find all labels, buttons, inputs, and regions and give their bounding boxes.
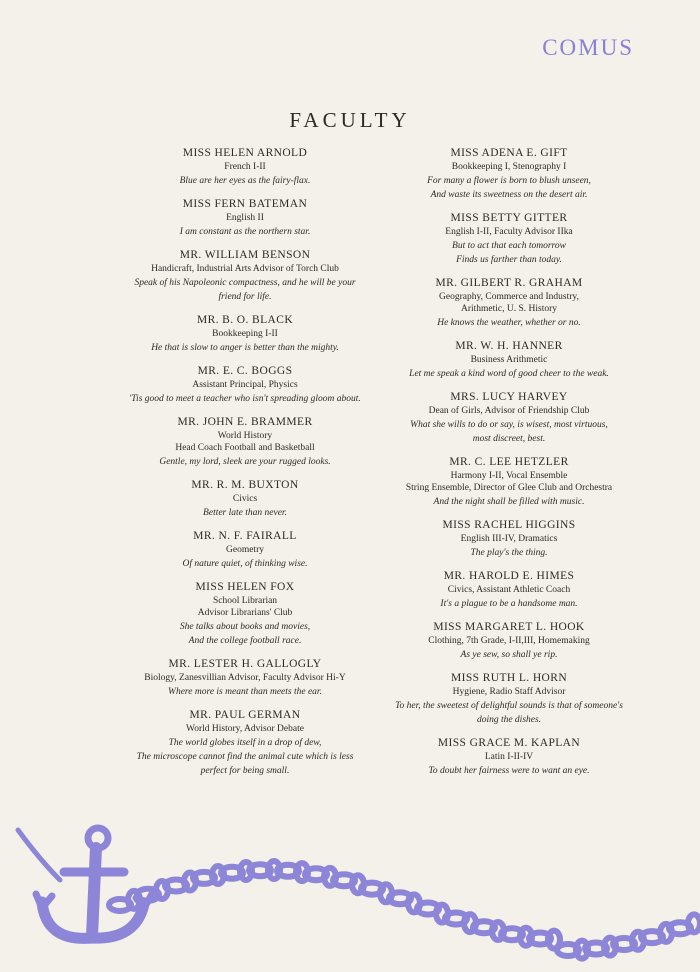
faculty-subjects: School Librarian bbox=[212, 596, 278, 606]
faculty-name: MR. E. C. BOGGS bbox=[197, 365, 293, 377]
faculty-entry bbox=[374, 211, 644, 266]
faculty-name: MR. HAROLD E. HIMES bbox=[443, 570, 575, 582]
faculty-quote: I am constant as the northern star. bbox=[179, 227, 311, 237]
faculty-entry bbox=[70, 529, 420, 570]
faculty-quote: But to act that each tomorrow bbox=[452, 241, 566, 251]
page-title: FACULTY bbox=[289, 108, 411, 132]
page-header: COMUS bbox=[542, 35, 634, 60]
faculty-entry bbox=[70, 415, 420, 468]
faculty-name: MISS FERN BATEMAN bbox=[182, 198, 308, 210]
faculty-name: MISS GRACE M. KAPLAN bbox=[437, 737, 581, 749]
faculty-subjects: Arithmetic, U. S. History bbox=[460, 304, 558, 314]
faculty-quote: The microscope cannot find the animal cute which is less bbox=[136, 752, 354, 762]
faculty-name: MR. WILLIAM BENSON bbox=[179, 249, 311, 261]
faculty-entry bbox=[374, 620, 644, 661]
faculty-entry bbox=[70, 657, 420, 698]
faculty-subjects: Dean of Girls, Advisor of Friendship Club bbox=[428, 406, 590, 416]
faculty-entry bbox=[70, 146, 420, 187]
faculty-quote: Better late than never. bbox=[203, 508, 287, 518]
faculty-entry bbox=[70, 313, 420, 354]
faculty-name: MR. N. F. FAIRALL bbox=[193, 530, 297, 542]
faculty-entry bbox=[374, 736, 644, 777]
faculty-subjects: Bookkeeping I-II bbox=[212, 329, 278, 339]
faculty-entry bbox=[374, 455, 644, 508]
faculty-name: MR. JOHN E. BRAMMER bbox=[177, 416, 313, 428]
faculty-quote: Speak of his Napoleonic compactness, and he will be your bbox=[134, 278, 356, 288]
faculty-quote: He knows the weather, whether or no. bbox=[437, 318, 581, 328]
faculty-name: MR. W. H. HANNER bbox=[455, 340, 563, 352]
faculty-name: MISS ADENA E. GIFT bbox=[450, 147, 568, 159]
faculty-subjects: English I-II, Faculty Advisor IIka bbox=[445, 227, 573, 237]
faculty-entry bbox=[374, 569, 644, 610]
faculty-subjects: Business Arithmetic bbox=[470, 355, 548, 365]
faculty-quote: He that is slow to anger is better than the mighty. bbox=[151, 343, 339, 353]
faculty-quote: To doubt her fairness were to want an eye. bbox=[428, 766, 590, 776]
faculty-quote: And waste its sweetness on the desert air. bbox=[430, 190, 588, 200]
faculty-entry bbox=[374, 671, 644, 726]
chain-ornament bbox=[109, 861, 700, 959]
faculty-subjects: Harmony I-II, Vocal Ensemble bbox=[450, 471, 568, 481]
anchor-chain-ornament bbox=[0, 810, 700, 970]
faculty-quote: most discreet, best. bbox=[472, 434, 546, 444]
faculty-name: MR. B. O. BLACK bbox=[196, 314, 294, 326]
faculty-entry bbox=[70, 708, 420, 777]
faculty-entry bbox=[70, 580, 420, 647]
faculty-name: MR. GILBERT R. GRAHAM bbox=[435, 277, 583, 289]
faculty-subjects: World History, Advisor Debate bbox=[186, 724, 304, 734]
faculty-name: MISS HELEN FOX bbox=[195, 581, 295, 593]
faculty-quote: Let me speak a kind word of good cheer to the weak. bbox=[409, 369, 609, 379]
anchor-icon bbox=[18, 828, 152, 938]
faculty-subjects: French I-II bbox=[224, 162, 266, 172]
faculty-quote: perfect for being small. bbox=[200, 766, 290, 776]
chain-link bbox=[688, 914, 700, 932]
faculty-column-right bbox=[374, 146, 644, 787]
faculty-subjects: English II bbox=[226, 213, 264, 223]
faculty-subjects: Advisor Librarians' Club bbox=[197, 608, 293, 618]
faculty-entry bbox=[374, 390, 644, 445]
faculty-subjects: Biology, Zanesvillian Advisor, Faculty Advisor Hi-Y bbox=[144, 673, 346, 683]
faculty-entry bbox=[70, 248, 420, 303]
faculty-quote: 'Tis good to meet a teacher who isn't spreading gloom about. bbox=[129, 394, 361, 404]
faculty-subjects: Civics bbox=[232, 494, 258, 504]
faculty-quote: For many a flower is born to blush unseen, bbox=[427, 176, 591, 186]
faculty-quote: Where more is meant than meets the ear. bbox=[168, 687, 322, 697]
faculty-entry bbox=[374, 146, 644, 201]
faculty-quote: Of nature quiet, of thinking wise. bbox=[182, 559, 308, 569]
faculty-subjects: Geography, Commerce and Industry, bbox=[439, 292, 579, 302]
faculty-name: MR. C. LEE HETZLER bbox=[449, 456, 569, 468]
faculty-subjects: Geometry bbox=[226, 545, 264, 555]
faculty-quote: The world globes itself in a drop of dew, bbox=[168, 738, 322, 748]
faculty-quote: Blue are her eyes as the fairy-flax. bbox=[179, 176, 311, 186]
faculty-quote: It's a plague to be a handsome man. bbox=[440, 599, 578, 609]
faculty-subjects: Latin I-II-IV bbox=[484, 752, 534, 762]
faculty-name: MISS RUTH L. HORN bbox=[450, 672, 568, 684]
faculty-entry bbox=[374, 276, 644, 329]
faculty-quote: She talks about books and movies, bbox=[179, 622, 311, 632]
faculty-quote: friend for life. bbox=[218, 292, 272, 302]
faculty-column-left bbox=[70, 146, 420, 787]
faculty-subjects: Civics, Assistant Athletic Coach bbox=[447, 585, 571, 595]
faculty-name: MISS BETTY GITTER bbox=[450, 212, 568, 224]
faculty-entry bbox=[374, 339, 644, 380]
faculty-quote: To her, the sweetest of delightful sounds is that of someone's bbox=[395, 701, 623, 711]
faculty-quote: And the college football race. bbox=[188, 636, 302, 646]
faculty-quote: Gentle, my lord, sleek are your rugged looks. bbox=[159, 457, 331, 467]
faculty-subjects: Clothing, 7th Grade, I-II,III, Homemaking bbox=[428, 636, 590, 646]
faculty-entry bbox=[70, 364, 420, 405]
faculty-subjects: Hygiene, Radio Staff Advisor bbox=[452, 687, 566, 697]
faculty-quote: The play's the thing. bbox=[470, 548, 548, 558]
faculty-name: MRS. LUCY HARVEY bbox=[450, 391, 568, 403]
faculty-name: MISS RACHEL HIGGINS bbox=[442, 519, 576, 531]
faculty-name: MR. R. M. BUXTON bbox=[191, 479, 299, 491]
faculty-entry bbox=[70, 478, 420, 519]
faculty-entry bbox=[374, 518, 644, 559]
faculty-subjects: Bookkeeping I, Stenography I bbox=[451, 162, 567, 172]
faculty-subjects: String Ensemble, Director of Glee Club and Orchestra bbox=[405, 483, 613, 493]
faculty-quote: And the night shall be filled with music. bbox=[433, 497, 585, 507]
faculty-quote: As ye sew, so shall ye rip. bbox=[460, 650, 558, 660]
faculty-subjects: Handicraft, Industrial Arts Advisor of Torch Club bbox=[151, 264, 339, 274]
faculty-subjects: Assistant Principal, Physics bbox=[192, 380, 298, 390]
faculty-subjects: Head Coach Football and Basketball bbox=[175, 443, 315, 453]
faculty-subjects: English III-IV, Dramatics bbox=[460, 534, 558, 544]
faculty-name: MISS HELEN ARNOLD bbox=[182, 147, 308, 159]
faculty-entry bbox=[70, 197, 420, 238]
faculty-quote: Finds us farther than today. bbox=[456, 255, 562, 265]
faculty-name: MR. PAUL GERMAN bbox=[189, 709, 301, 721]
faculty-quote: What she wills to do or say, is wisest, most virtuous, bbox=[410, 420, 608, 430]
faculty-name: MR. LESTER H. GALLOGLY bbox=[168, 658, 322, 670]
faculty-quote: doing the dishes. bbox=[476, 715, 542, 725]
faculty-name: MISS MARGARET L. HOOK bbox=[433, 621, 585, 633]
faculty-subjects: World History bbox=[217, 431, 273, 441]
